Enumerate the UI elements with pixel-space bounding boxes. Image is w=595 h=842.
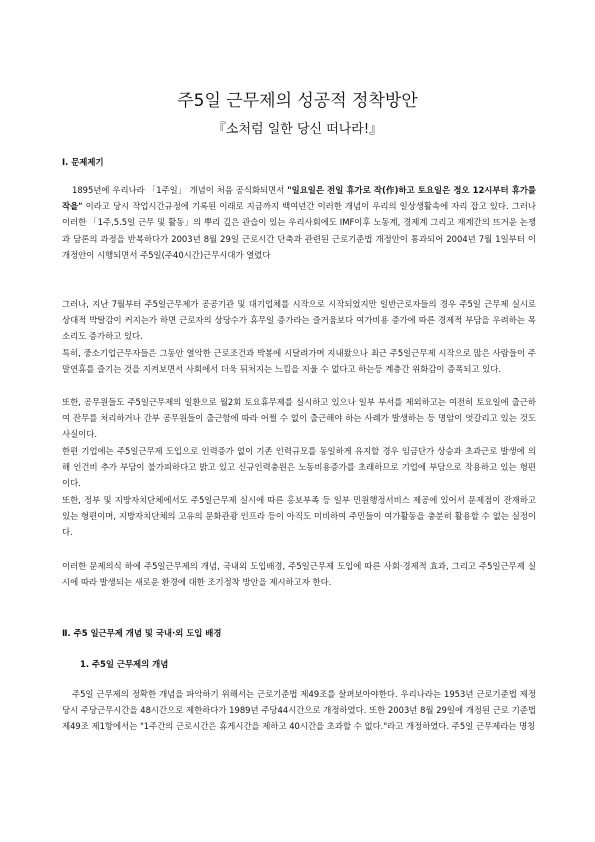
subsection-heading: 1. 주5일 근무제의 개념: [80, 659, 169, 669]
paragraph-intro: [62, 182, 536, 263]
paragraph: 그러나, 지난 7월부터 주5일근무제가 공공기관 및 대기업체를 시작으로 시작되었지만 일반근로자들의 경우 주5일 근무제 실시로 상대적 박탈감이 커지는가 하면 근로자의 상당수가 휴무일 증가라는 즐거움보다 여가비용 증가에 따른 경제적 부담을 우려하는 목소리도 증가하고 있다.: [62, 299, 536, 342]
paragraph: 주5일 근무제의 정확한 개념을 파악하기 위해서는 근로기준법 제49조를 살펴보아야한다. 우리나라는 1953년 근로기준법 제정 당시 주당근무시간을 48시간으로 제한하다가 1989년 주당44시간으로 개정하였다. 또한 2003년 8월 29일에 개정된 근로 기준법 제49조 제1항에서는 "1주간의 근로시간은 휴게시간을 제하고 40시간을 초과할 수 없다."라고 개정하였다. 주5일 근무제라는 명칭: [62, 689, 536, 732]
paragraph-intro-after: 이라고 당시 작업시간규정에 기록된 이래로 지금까지 백여년간 이러한 개념이 우리의 일상생활속에 자리 잡고 있다. 그러나 이러한 「1주,5.5일 근무 및 활동」의 뿌리 깊은 관습이 있는 우리사회에도 IMF이후 노동계, 경제계 그리고 재계간의 뜨거운 논쟁과 담론의 과정을 반복하다가 2003년 8월 29일 근로시간 단축과 관련된 근로기준법 개정안이 통과되어 2004년 7월 1일부터 이 개정안이 시행되면서 주5일(주40시간)근무시대가 열렸다: [62, 201, 536, 260]
paragraph: 특히, 중소기업근무자들은 그동안 열악한 근로조건과 박봉에 시달려가며 지내왔으나 최근 주5일근무제 시작으로 많은 사람들이 주말연휴를 즐기는 것을 지켜보면서 사회에서 더욱 뒤처지는 느낌을 지울 수 없다고 하는등 계층간 위화감이 증폭되고 있다.: [62, 348, 536, 375]
document-title: 주5일 근무제의 성공적 정착방안: [177, 91, 418, 111]
paragraph: 또한, 정부 및 지방자치단체에서도 주5일근무제 실시에 따른 홍보부족 등 일부 민원행정서비스 제공에 있어서 문제점이 잔재하고 있는 형편이며, 지방자치단체의 고유의 문화관광 인프라 등이 아직도 미비하여 주민들이 여가활동을 충분히 활용할 수 없는 실정이다.: [62, 495, 536, 538]
document-subtitle: 『소처럼 일한 당신 떠나라!』: [212, 122, 383, 137]
paragraph: 한편 기업에는 주5일근무제 도입으로 인력증가 없이 기존 인력규모를 동일하게 유지할 경우 임금단가 상승과 초과근로 발생에 의해 인건비 추가 부담이 불가피하다고 밝고 있고 신규인력충원은 노동비용증가를 초래하므로 기업에 부담으로 작용하고 있는 형편이다.: [62, 446, 536, 489]
paragraph-intro-quote: "일요일은 전일 휴가로 작(作)하고 토요일은 정오 12시부터 휴가를 작을": [62, 185, 536, 212]
paragraph: 또한, 공무원들도 주5일근무제의 일환으로 월2회 토요휴무제를 실시하고 있으나 일부 부서를 제외하고는 여전히 토요일에 출근하여 잔무를 처리하거나 간부 공무원들이 출근함에 따라 어쩔 수 없이 출근해야 하는 사례가 발생하는 등 명암이 엇갈리고 있는 것도 사실이다.: [62, 397, 536, 440]
section-heading-2: Ⅱ. 주5 일근무제 개념 및 국내·외 도입 배경: [62, 628, 222, 638]
section-heading-1: Ⅰ. 문제제기: [62, 157, 104, 167]
paragraph: 이러한 문제의식 하에 주5일근무제의 개념, 국내외 도입배경, 주5일근무제 도입에 따른 사회·경제적 효과, 그리고 주5일근무제 실시에 따라 발생되는 새로운 환경에 대한 조기정착 방안을 제시하고자 한다.: [62, 561, 536, 588]
paragraph-intro-before: 1895년에 우리나라 「1주일」 개념이 처음 공식화되면서: [72, 185, 288, 195]
